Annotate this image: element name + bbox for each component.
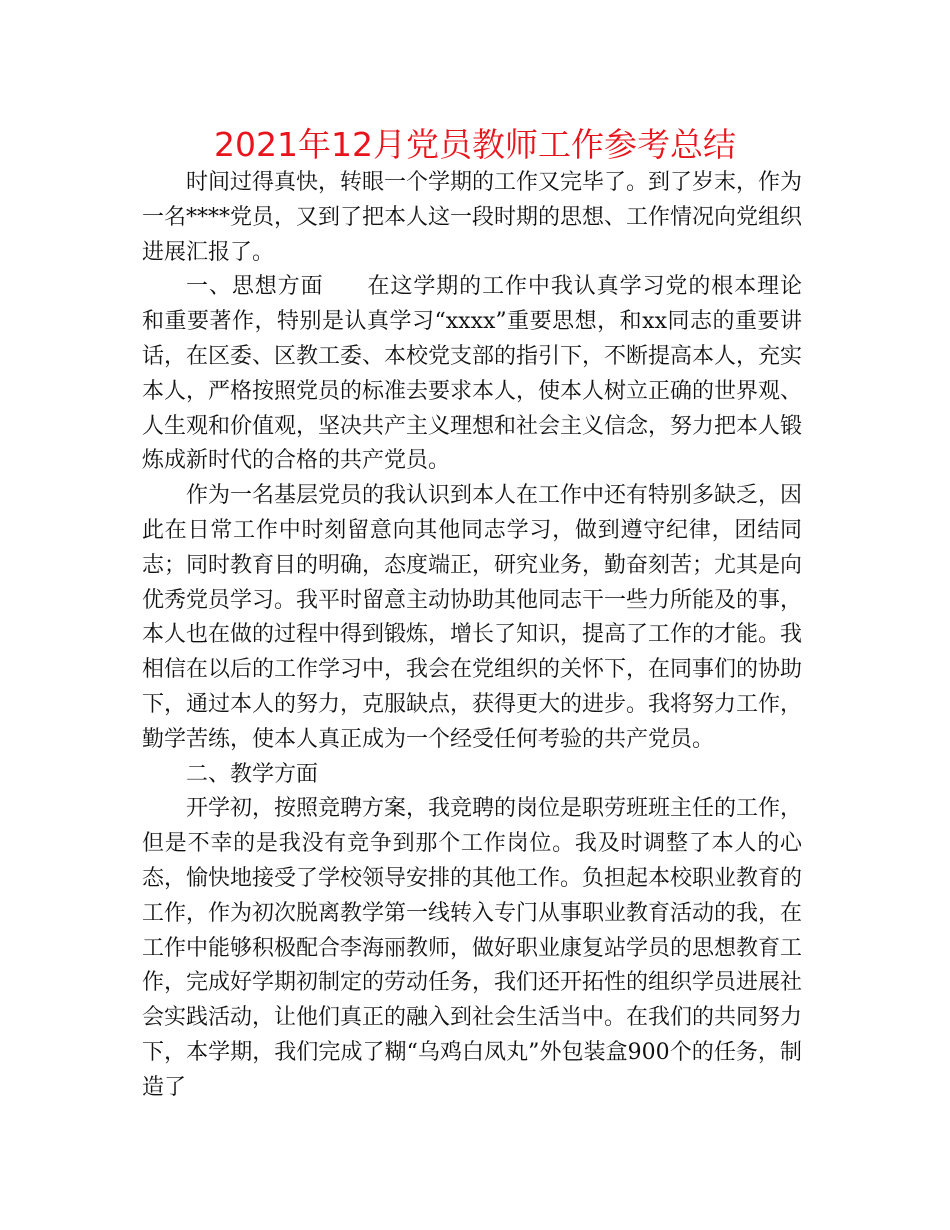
paragraph-self-assessment (142, 479, 802, 757)
paragraph-text: 在这学期的工作中我认真学习党的根本理论和重要著作，特别是认真学习“xxxx”重要思想，和xx同志的重要讲话，在区委、区教工委、本校党支部的指引下，不断提高本人，充实本人，严格按照党员的标准去要求本人，使本人树立正确的世界观、人生观和价值观，坚决共产主义理想和社会主义信念，努力把本人锻炼成新时代的合格的共产党员。 (142, 274, 803, 474)
paragraph-text: 时间过得真快，转眼一个学期的工作又完毕了。到了岁末，作为一名****党员，又到了把本人这一段时期的思想、工作情况向党组织进展汇报了。 (142, 170, 803, 265)
paragraph-intro (142, 166, 802, 270)
section-heading-thought: 一、思想方面 (186, 274, 324, 300)
paragraph-thought (142, 270, 802, 479)
paragraph-text: 开学初，按照竞聘方案，我竞聘的岗位是职劳班班主任的工作，但是不幸的是我没有竞争到那个工作岗位。我及时调整了本人的心态，愉快地接受了学校领导安排的其他工作。负担起本校职业教育的工作，作为初次脱离教学第一线转入专门从事职业教育活动的我，在工作中能够积极配合李海丽教师，做好职业康复站学员的思想教育工作，完成好学期初制定的劳动任务，我们还开拓性的组织学员进展社会实践活动，让他们真正的融入到社会生活当中。在我们的共同努力下，本学期，我们完成了糊“乌鸡白凤丸”外包装盒900个的任务，制造了 (142, 796, 803, 1100)
document-title: 2021年12月党员教师工作参考总结 (214, 125, 736, 164)
paragraph-text: 作为一名基层党员的我认识到本人在工作中还有特别多缺乏，因此在日常工作中时刻留意向其他同志学习，做到遵守纪律，团结同志；同时教育目的明确，态度端正，研究业务，勤奋刻苦；尤其是向优秀党员学习。我平时留意主动协助其他同志干一些力所能及的事，本人也在做的过程中得到锻炼，增长了知识，提高了工作的才能。我相信在以后的工作学习中，我会在党组织的关怀下，在同事们的协助下，通过本人的努力，克服缺点，获得更大的进步。我将努力工作，勤学苦练，使本人真正成为一个经受任何考验的共产党员。 (142, 483, 803, 752)
section-heading-teaching (142, 758, 802, 793)
paragraph-text: 二、教学方面 (186, 761, 319, 787)
paragraph-teaching (142, 792, 802, 1105)
document-body (142, 166, 802, 1106)
